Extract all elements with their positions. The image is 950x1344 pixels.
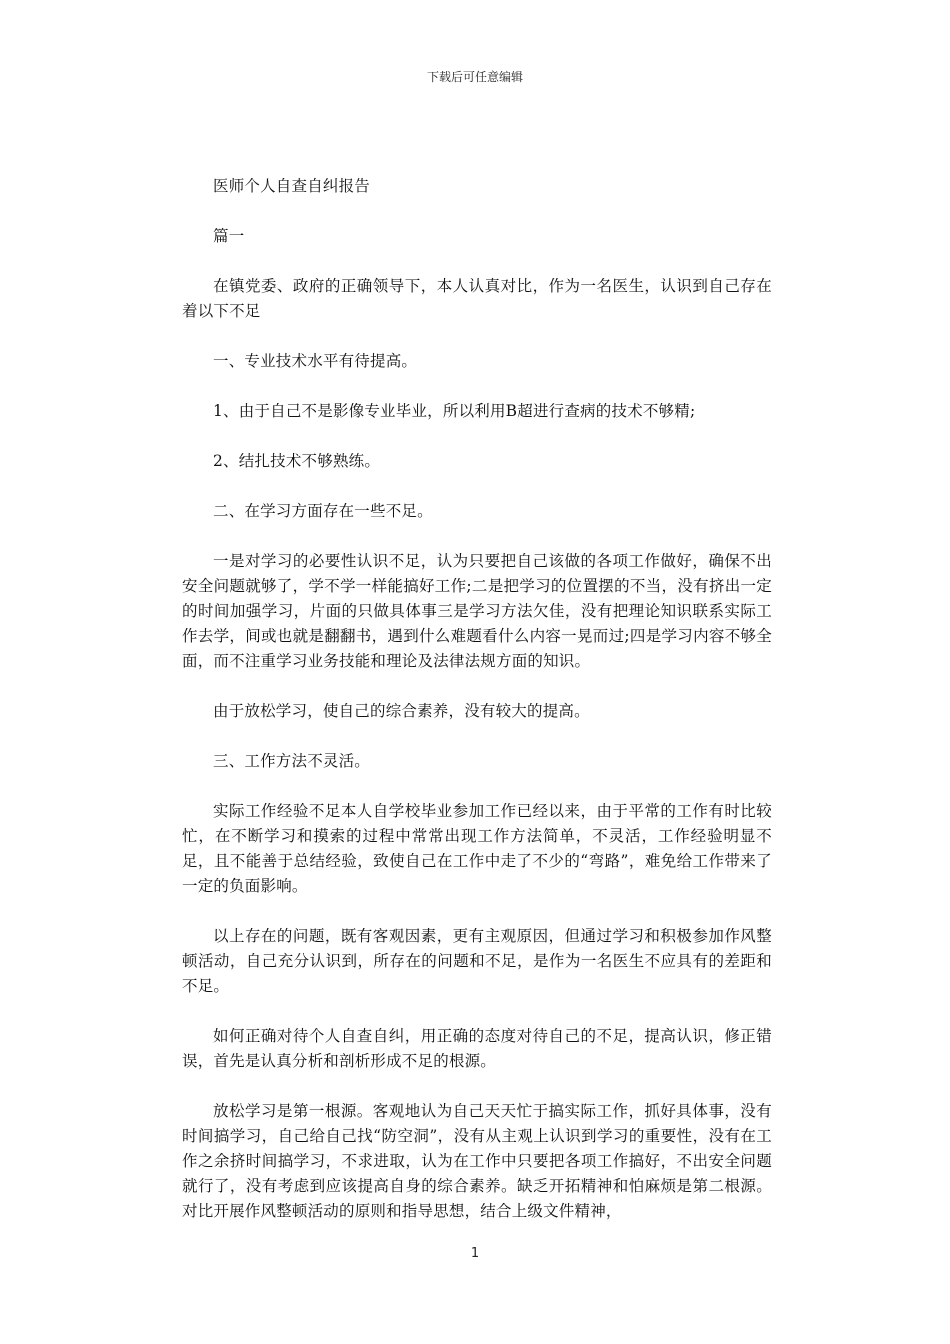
paragraph: 以上存在的问题，既有客观因素，更有主观原因，但通过学习和积极参加作风整顿活动，自己充分认识到，所存在的问题和不足，是作为一名医生不应具有的差距和不足。 — [182, 927, 772, 995]
paragraph: 如何正确对待个人自查自纠，用正确的态度对待自己的不足，提高认识，修正错误，首先是认真分析和剖析形成不足的根源。 — [182, 1027, 772, 1070]
paragraph: 在镇党委、政府的正确领导下，本人认真对比，作为一名医生，认识到自己存在着以下不足 — [182, 277, 772, 320]
paragraph: 1、由于自己不是影像专业毕业，所以利用B超进行查病的技术不够精; — [213, 402, 696, 420]
paragraph: 实际工作经验不足本人自学校毕业参加工作已经以来，由于平常的工作有时比较忙，在不断学习和摸索的过程中常常出现工作方法简单，不灵活，工作经验明显不足，且不能善于总结经验，致使自己在工作中走了不少的“弯路”，难免给工作带来了一定的负面影响。 — [182, 802, 772, 895]
paragraph-heading: 一、专业技术水平有待提高。 — [213, 352, 418, 370]
page-header: 下载后可任意编辑 — [426, 70, 523, 84]
paragraph: 2、结扎技术不够熟练。 — [213, 452, 381, 470]
page-number: 1 — [470, 1246, 480, 1261]
document-body — [182, 174, 772, 1249]
paragraph-heading: 三、工作方法不灵活。 — [213, 752, 371, 770]
section-heading: 篇一 — [213, 227, 245, 245]
paragraph: 由于放松学习，使自己的综合素养，没有较大的提高。 — [213, 702, 590, 720]
paragraph-heading: 二、在学习方面存在一些不足。 — [213, 502, 433, 520]
paragraph: 放松学习是第一根源。客观地认为自己天天忙于搞实际工作，抓好具体事，没有时间搞学习，自己给自己找“防空洞”，没有从主观上认识到学习的重要性，没有在工作之余挤时间搞学习，不求进取，认为在工作中只要把各项工作搞好，不出安全问题就行了，没有考虑到应该提高自身的综合素养。缺乏开拓精神和怕麻烦是第二根源。对比开展作风整顿活动的原则和指导思想，结合上级文件精神， — [182, 1102, 772, 1220]
paragraph: 一是对学习的必要性认识不足，认为只要把自己该做的各项工作做好，确保不出安全问题就够了，学不学一样能搞好工作;二是把学习的位置摆的不当，没有挤出一定的时间加强学习，片面的只做具体事三是学习方法欠佳，没有把理论知识联系实际工作去学，间或也就是翻翻书，遇到什么难题看什么内容一晃而过;四是学习内容不够全面，而不注重学习业务技能和理论及法律法规方面的知识。 — [182, 552, 772, 670]
document-title: 医师个人自查自纠报告 — [213, 177, 371, 195]
